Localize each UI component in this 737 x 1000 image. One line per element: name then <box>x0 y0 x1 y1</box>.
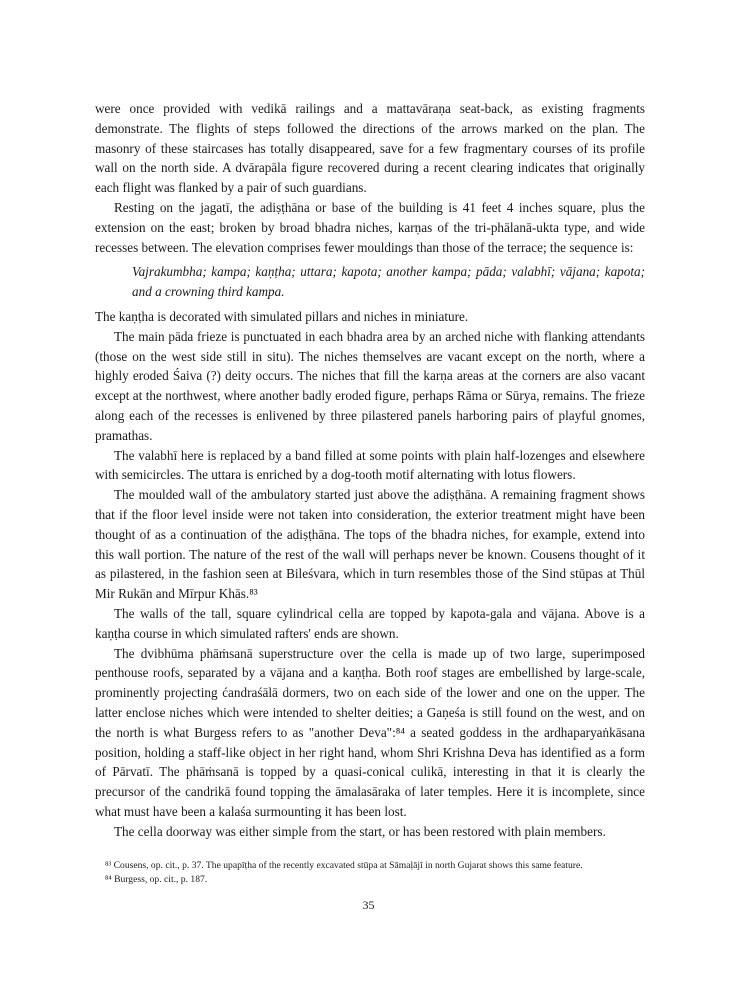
paragraph: Resting on the jagatī, the adiṣṭhāna or base of the building is 41 feet 4 inches square, plus the extension on the east; broken by broad bhadra niches, karṇas of the tri-phālanā-ukta type, and wide recesses between. The elevation comprises fewer mouldings than those of the terrace; the sequence is: <box>95 199 645 255</box>
paragraph: The dvibhūma phāṁsanā superstructure over the cella is made up of two large, superimposed penthouse roofs, separated by a vājana and a kaṇṭha. Both roof stages are embellished by large-scale, prominently projecting ćandraśālā dormers, two on each side of the lower and one on the upper. The latter enclose niches which were intended to shelter deities; a Gaṇeśa is still found on the west, and on the north is what Burgess refers to as "another Deva":⁸⁴ a seated goddess in the ardhaparyaṅkāsana position, holding a staff-like object in her right hand, whom Shri Krishna Deva has identified as a form of Pārvatī. The phāṁsanā is topped by a quasi-conical culikā, interesting in that it is clearly the precursor of the candrikā found topping the āmalasāraka of later temples. Here it is incomplete, since what must have been a kalaśa surmounting it has been lost. <box>95 645 645 819</box>
footnote: ⁸⁴ Burgess, op. cit., p. 187. <box>105 874 208 885</box>
footnotes <box>95 859 655 887</box>
paragraph: The main pāda frieze is punctuated in each bhadra area by an arched niche with flanking attendants (those on the west side still in situ). The niches themselves are vacant except on the north, where a highly eroded Śaiva (?) deity occurs. The niches that fill the karṇa areas at the corners are also vacant except at the northwest, where another badly eroded figure, perhaps Rāma or Sūrya, remains. The frieze along each of the recesses is enlivened by three pilastered panels harboring pairs of playful gnomes, pramathas. <box>95 328 645 443</box>
moulding-sequence: Vajrakumbha; kampa; kaṇṭha; uttara; kapota; another kampa; pāda; valabhī; vājana; kapota; and a crowning third kampa. <box>132 264 645 300</box>
paragraph: The valabhī here is replaced by a band filled at some points with plain half-lozenges and elsewhere with semicircles. The uttara is enriched by a dog-tooth motif alternating with lotus flowers. <box>95 447 645 483</box>
paragraph: The walls of the tall, square cylindrical cella are topped by kapota-gala and vājana. Above is a kaṇṭha course in which simulated rafters' ends are shown. <box>95 605 645 641</box>
main-text <box>95 99 645 841</box>
paragraph: The moulded wall of the ambulatory started just above the adiṣṭhāna. A remaining fragment shows that if the floor level inside were not taken into consideration, the exterior treatment might have been thought of as a continuation of the adiṣṭhāna. The tops of the bhadra niches, for example, extend into this wall portion. The nature of the rest of the wall will perhaps never be known. Cousens thought of it as pilastered, in the fashion seen at Bileśvara, which in turn resembles those of the Sind stūpas at Thūl Mir Rukān and Mīrpur Khās.⁸³ <box>95 487 645 602</box>
paragraph: The cella doorway was either simple from the start, or has been restored with plain members. <box>114 823 606 839</box>
page-number: 35 <box>362 898 375 912</box>
paragraph: were once provided with vedikā railings and a mattavāraṇa seat-back, as existing fragments demonstrate. The flights of steps followed the directions of the arrows marked on the plan. The masonry of these staircases has totally disappeared, save for a few fragmentary courses of its profile wall on the north side. A dvārapāla figure recovered during a recent clearing indicates that originally each flight was flanked by a pair of such guardians. <box>95 101 645 196</box>
paragraph: The kaṇṭha is decorated with simulated pillars and niches in miniature. <box>95 308 469 324</box>
footnote: ⁸³ Cousens, op. cit., p. 37. The upapīṭha of the recently excavated stūpa at Sāmaḷājī in north Gujarat shows this same feature. <box>105 860 583 871</box>
